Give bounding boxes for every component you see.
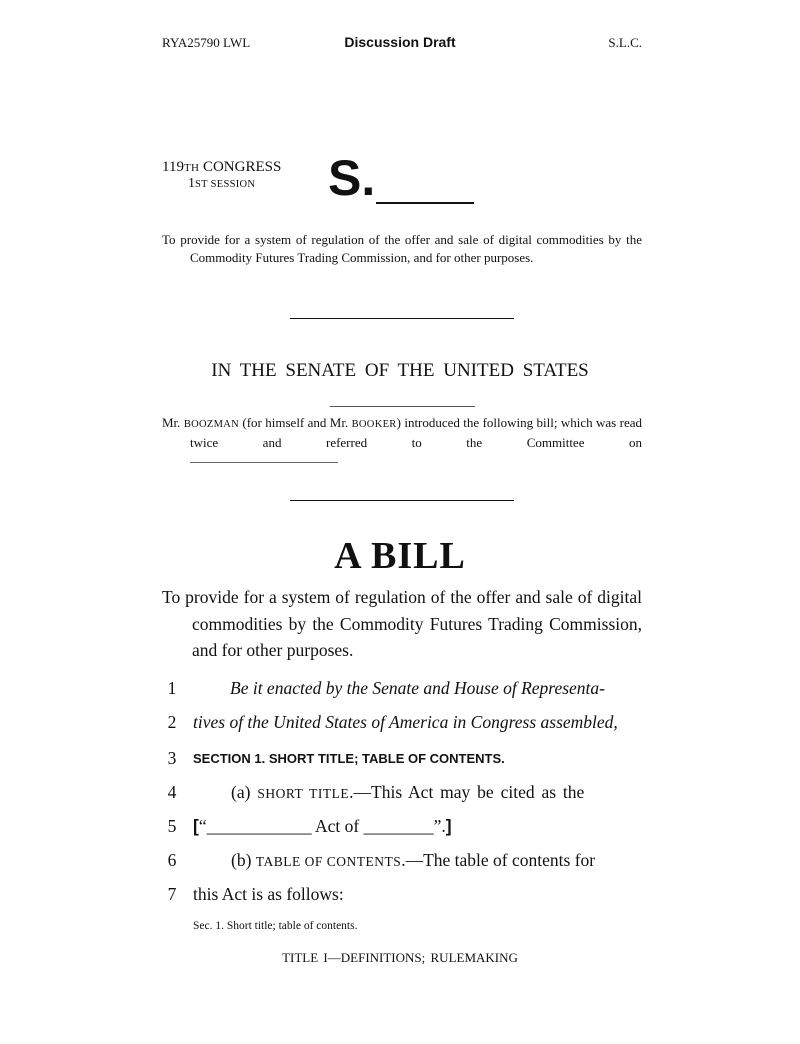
line-number: 7	[167, 884, 177, 904]
section-heading: SECTION 1. SHORT TITLE; TABLE OF CONTENTS.	[193, 751, 505, 766]
congress-number: 119TH CONGRESS	[162, 159, 282, 175]
divider-rule	[290, 318, 514, 319]
short-title-clause: (a) SHORT TITLE.—This Act may be cited as the	[231, 782, 585, 802]
bill-line	[0, 884, 800, 918]
bill-number-blank	[376, 202, 474, 204]
bill-line	[0, 712, 800, 746]
toc-title-heading: TITLE I—DEFINITIONS; RULEMAKING	[282, 950, 518, 965]
slc-label: S.L.C.	[608, 35, 642, 50]
document-id: RYA25790 LWL	[162, 35, 251, 50]
bill-line	[0, 748, 800, 782]
bill-line	[0, 782, 800, 816]
divider-rule-short	[330, 406, 475, 407]
toc-clause: (b) TABLE OF CONTENTS.—The table of contents for	[231, 850, 596, 870]
chamber-heading: IN THE SENATE OF THE UNITED STATES	[211, 360, 589, 381]
enacting-clause: Be it enacted by the Senate and House of Representa-	[230, 678, 605, 698]
toc-intro: this Act is as follows:	[193, 884, 344, 904]
bill-prefix: S.	[328, 150, 376, 206]
short-title-text: [“____________ Act of ________”.]	[193, 816, 452, 836]
draft-label: Discussion Draft	[344, 34, 456, 50]
introduction-text: Mr. BOOZMAN (for himself and Mr. BOOKER) introduced the following bill; which was read twice and referred to the Committee on	[162, 415, 642, 450]
bill-line	[0, 816, 800, 850]
bill-heading: A BILL	[334, 535, 466, 577]
purpose-summary: To provide for a system of regulation of the offer and sale of digital commodities by the Commodity Futures Trading Commission, and for other purposes.	[162, 232, 642, 265]
line-number: 6	[167, 850, 177, 870]
committee-blank	[190, 462, 338, 463]
line-number: 4	[167, 782, 177, 802]
line-number: 3	[167, 748, 177, 768]
session-number: 1ST SESSION	[188, 176, 256, 191]
divider-rule	[290, 500, 514, 501]
toc-item: Sec. 1. Short title; table of contents.	[193, 920, 358, 932]
bill-line	[0, 678, 800, 712]
line-number: 5	[167, 816, 177, 836]
enacting-clause: tives of the United States of America in Congress assembled,	[193, 712, 618, 732]
bill-line	[0, 850, 800, 884]
line-number: 2	[167, 712, 177, 732]
bill-purpose: To provide for a system of regulation of the offer and sale of digital commodities by the Commodity Futures Trading Commission, and for other purposes.	[162, 587, 642, 660]
line-number: 1	[167, 678, 177, 698]
